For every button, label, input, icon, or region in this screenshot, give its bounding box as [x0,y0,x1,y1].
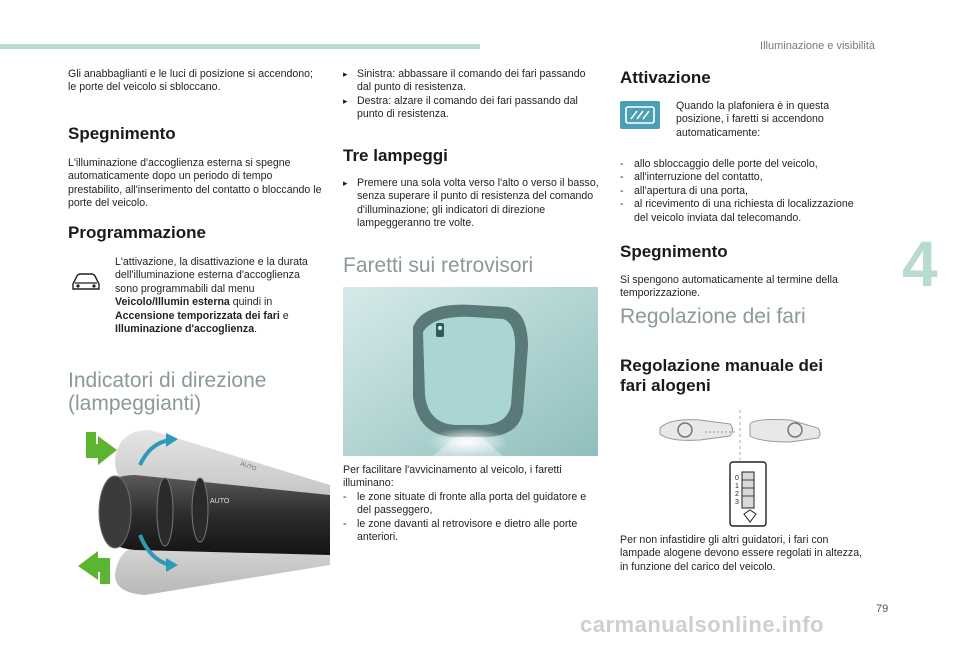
car-settings-icon [68,268,104,294]
list-item: - all'interruzione del contatto, [620,171,870,184]
tre-lampeggi-list [343,177,601,231]
faretti-list [343,491,601,545]
list-item: - al ricevimento di una richiesta di localizzazione del veicolo inviata dal telecomando. [620,198,870,225]
watermark: carmanualsonline.info [580,612,824,637]
list-item: - le zone situate di fronte alla porta del guidatore e del passeggero, [343,491,601,518]
list-item: ▸ Sinistra: abbassare il comando dei fari passando dal punto di resistenza. [343,68,601,95]
spegnimento-heading-2: Spegnimento [620,242,728,261]
tre-lampeggi-heading: Tre lampeggi [343,146,448,165]
header-accent-bar [0,44,480,49]
mirror-light-illustration [343,287,598,456]
stalk-label-auto-top: AUTO [239,461,257,473]
dial-label-3: 3 [735,499,739,506]
list-item: - all'apertura di una porta, [620,185,870,198]
dial-label-2: 2 [735,491,739,498]
page-number: 79 [876,603,889,615]
list-item: - allo sbloccaggio delle porte del veicolo, [620,158,870,171]
list-item: - le zone davanti al retrovisore e dietro alle porte anteriori. [343,518,601,545]
indicator-direction-list [343,68,601,122]
attivazione-paragraph: Quando la plafoniera è in questa posizione, i faretti si accendono automaticamente: [676,100,830,139]
regolazione-heading: Regolazione dei fari [620,305,806,328]
spegnimento-paragraph-2: Si spengono automaticamente al termine della temporizzazione. [620,274,838,300]
spegnimento-heading: Spegnimento [68,124,176,143]
faretti-intro: Per facilitare l'avvicinamento al veicolo, i faretti illuminano: [343,464,562,490]
list-item: ▸ Destra: alzare il comando dei fari passando dal punto di resistenza. [343,95,601,122]
dial-label-0: 0 [735,475,739,482]
chapter-title: Illuminazione e visibilità [760,40,875,52]
faretti-heading: Faretti sui retrovisori [343,254,534,277]
stalk-label-auto: AUTO [210,498,230,505]
dial-label-1: 1 [735,483,739,490]
arrow-up-right-icon [80,428,118,466]
indicatori-heading: Indicatori di direzione (lampeggianti) [68,369,267,415]
intro-paragraph: Gli anabbaglianti e le luci di posizione si accendono; le porte del veicolo si sbloccano. [68,68,313,94]
arrow-down-left-icon [76,550,116,588]
programmazione-heading: Programmazione [68,223,206,242]
regolazione-paragraph: Per non infastidire gli altri guidatori, i fari con lampade alogene devono essere regolati in altezza, in funzione del carico del veicolo. [620,534,863,573]
programmazione-paragraph: L'attivazione, la disattivazione e la durata dell'illuminazione esterna d'accoglienza sono programmabili dal menu Veicolo/Illumin esterna quindi in Accensione temporizzata dei fari e Illuminazione d'accoglienza. [115,256,308,336]
list-item: ▸ Premere una sola volta verso l'alto o verso il basso, senza superare il punto di resistenza del comando d'illuminazione; gli indicatori di direzione lampeggeranno tre volte. [343,177,601,231]
attivazione-list [620,158,870,225]
spegnimento-paragraph: L'illuminazione d'accoglienza esterna si spegne automaticamente dopo un periodo di tempo prestabilito, all'inserimento del contatto o bloccando le porte del veicolo. [68,157,322,210]
regolazione-manuale-heading: Regolazione manuale dei fari alogeni [620,356,824,395]
chapter-number: 4 [902,228,938,300]
attivazione-heading: Attivazione [620,68,711,87]
courtesy-lamp-icon [620,101,660,129]
headlamp-adjust-illustration [650,410,830,530]
